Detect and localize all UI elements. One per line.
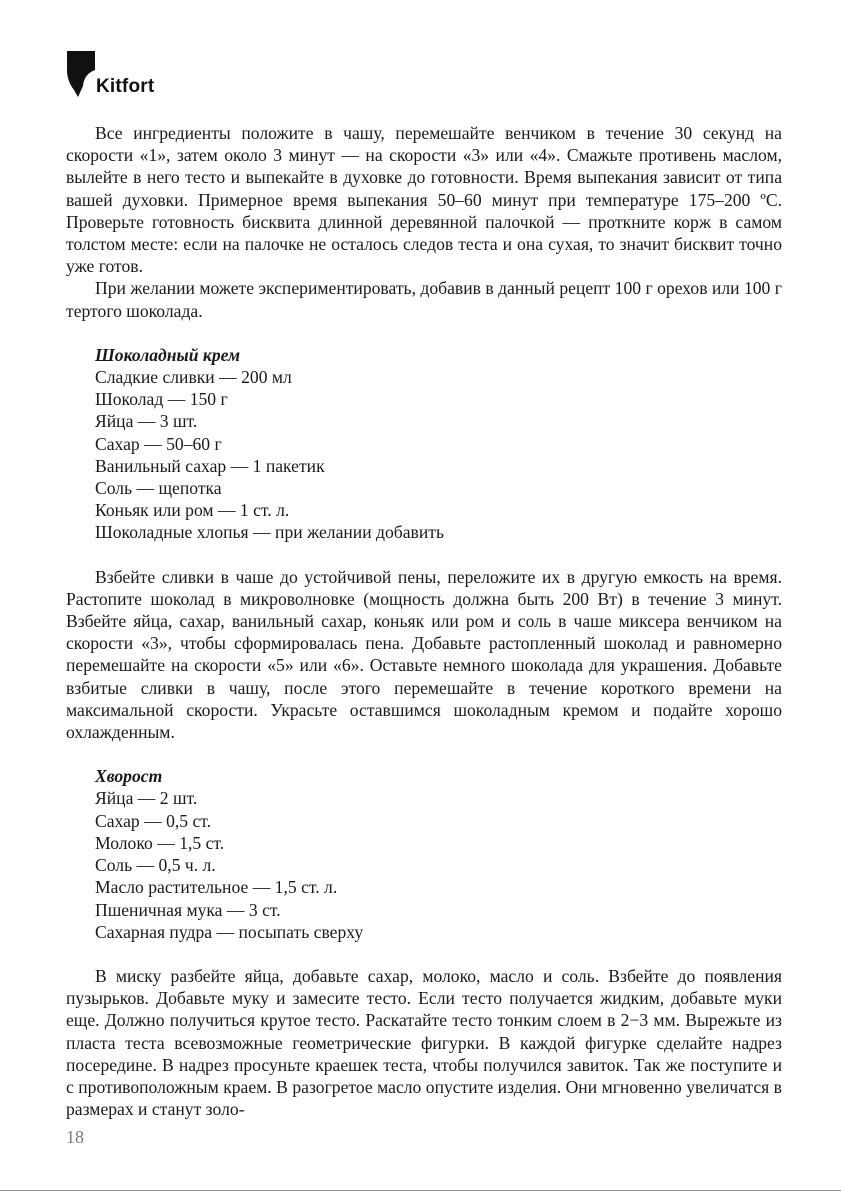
ingredient-item: Масло растительное — 1,5 ст. л. [95,877,338,898]
ingredient-item: Соль — 0,5 ч. л. [95,855,216,876]
logo-text: Kitfort [96,76,155,97]
ingredient-item: Пшеничная мука — 3 ст. [95,899,281,920]
page-bottom-rule [0,1190,841,1191]
recipe-instructions: Взбейте сливки в чаше до устойчивой пены, переложите их в другую емкость на время. Растопите шоколад в микроволновке (мощность должна быть 200 Вт) в течение 3 минут. Взбейте яйца, сахар, ванильный сахар, коньяк или ром и соль в чаше миксера венчиком на скорости «3», чтобы сформировалась пена. Добавьте растопленный шоколад и равномерно перемешайте на скорости «5» или «6». Оставьте немного шоколада для украшения. Добавьте взбитые сливки в чашу, после этого перемешайте в течение короткого времени на максимальной скорости. Украсьте оставшимся шоколадным кремом и подайте хорошо охлажденным. [66,566,782,743]
ingredient-item: Молоко — 1,5 ст. [95,832,225,853]
recipe-chocolate-cream [95,344,782,544]
recipe-instructions: В миску разбейте яйца, добавьте сахар, молоко, масло и соль. Взбейте до появления пузырьков. Добавьте муку и замесите тесто. Если тесто получается жидким, добавьте муки еще. Должно получиться крутое тесто. Раскатайте тесто тонким слоем в 2−3 мм. Вырежьте из пласта теста всевозможные геометрические фигурки. В каждой фигурке сделайте надрез посередине. В надрез просуньте краешек теста, чтобы получился завиток. Так же поступите и с противоположным краем. В разогретое масло опустите изделия. Они мгновенно увеличатся в размерах и станут золо- [66,965,782,1120]
page-number: 18 [66,1127,84,1147]
ingredient-item: Ванильный сахар — 1 пакетик [95,455,325,476]
intro-paragraph-1: Все ингредиенты положите в чашу, перемешайте венчиком в течение 30 секунд на скорости «1», затем около 3 минут — на скорости «3» или «4». Смажьте противень маслом, вылейте в него тесто и выпекайте в духовке до готовности. Время выпекания зависит от типа вашей духовки. Примерное время выпекания 50–60 минут при температуре 175–200 ºС. Проверьте готовность бисквита длинной деревянной палочкой — проткните корж в самом толстом месте: если на палочке не осталось следов теста и она сухая, то значит бисквит точно уже готов. [66,123,782,277]
ingredient-item: Шоколадные хлопья — при желании добавить [95,522,444,543]
intro-paragraph-2: При желании можете экспериментировать, добавив в данный рецепт 100 г орехов или 100 г тертого шоколада. [66,278,782,321]
page-content [66,122,782,1120]
ingredient-item: Сахар — 0,5 ст. [95,810,212,831]
ingredient-item: Сладкие сливки — 200 мл [95,367,292,388]
ingredient-item: Сахарная пудра — посыпать сверху [95,921,364,942]
ingredient-item: Сахар — 50–60 г [95,433,222,454]
recipe-khvorost [95,765,782,943]
recipe-title: Шоколадный крем [95,344,241,365]
ingredient-item: Яйца — 2 шт. [95,788,198,809]
ingredient-item: Шоколад — 150 г [95,389,228,410]
kitfort-logo-icon [66,50,96,100]
ingredient-item: Яйца — 3 шт. [95,411,198,432]
ingredient-item: Коньяк или ром — 1 ст. л. [95,500,290,521]
ingredient-item: Соль — щепотка [95,478,222,499]
brand-logo [66,50,186,106]
recipe-title: Хворост [95,766,163,787]
